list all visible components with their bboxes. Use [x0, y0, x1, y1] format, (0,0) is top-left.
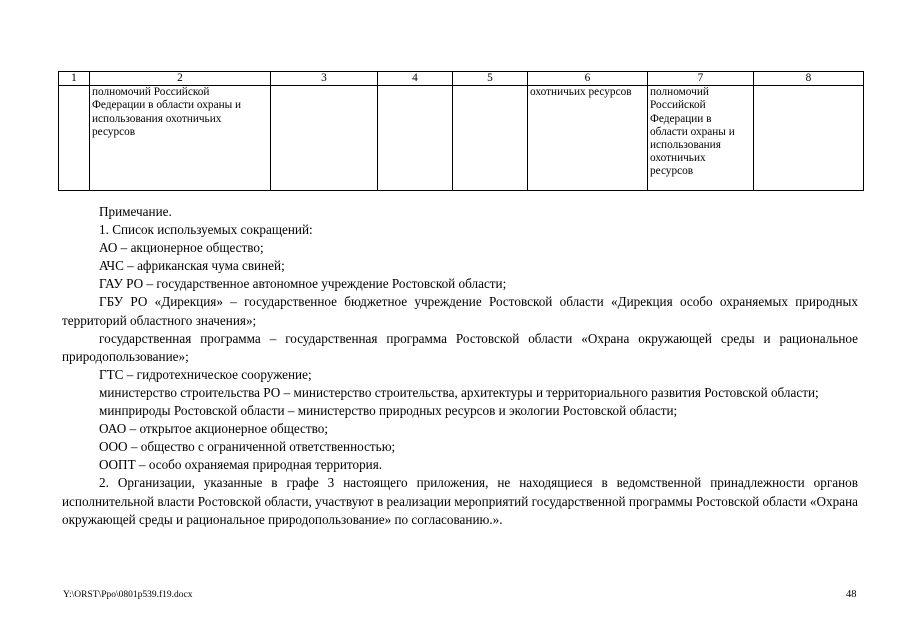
note-line: ООО – общество с ограниченной ответственностью; [99, 439, 396, 455]
column-header: 1 [59, 72, 90, 86]
column-header: 8 [754, 72, 864, 86]
document-table [58, 71, 864, 191]
table-cell [271, 86, 378, 191]
table-cell: полномочий Российской Федерации в области охраны и использования охотничьих ресурсов [90, 86, 271, 191]
note-line: ГБУ РО «Дирекция» – государственное бюджетное учреждение Ростовской области «Дирекция особо охраняемых природных территорий областного значения»; [62, 294, 858, 328]
footer-file-path: Y:\ORST\Ppo\0801p539.f19.docx [63, 590, 193, 600]
note-line: ГТС – гидротехническое сооружение; [99, 366, 312, 382]
note-line: ГАУ РО – государственное автономное учреждение Ростовской области; [99, 276, 507, 292]
note-line: 2. Организации, указанные в графе 3 настоящего приложения, не находящиеся в ведомственной принадлежности органов исполнительной власти Ростовской области, участвуют в реализации мероприятий государственной программы Ростовской области «Охрана окружающей среды и рациональное природопользование» по согласованию.». [62, 475, 858, 527]
table-cell: охотничьих ресурсов [528, 86, 648, 191]
note-heading: Примечание. [99, 204, 172, 219]
column-header: 3 [271, 72, 378, 86]
note-line: ОАО – открытое акционерное общество; [99, 421, 329, 437]
column-header: 5 [453, 72, 528, 86]
column-header: 2 [90, 72, 271, 86]
column-header: 4 [378, 72, 453, 86]
note-line: 1. Список используемых сокращений: [99, 222, 313, 238]
column-header: 6 [528, 72, 648, 86]
table-cell [378, 86, 453, 191]
note-line: министерство строительства РО – министерство строительства, архитектуры и территориального развития Ростовской области; [99, 384, 819, 400]
note-line: АО – акционерное общество; [99, 240, 264, 256]
note-line: государственная программа – государственная программа Ростовской области «Охрана окружающей среды и рациональное природопользование»; [62, 330, 858, 364]
table-header-row [59, 72, 864, 86]
table-cell [59, 86, 90, 191]
notes-section [62, 203, 858, 529]
table-row [59, 86, 864, 191]
column-header: 7 [648, 72, 754, 86]
page-number: 48 [846, 589, 857, 600]
table-cell [453, 86, 528, 191]
note-line: АЧС – африканская чума свиней; [99, 258, 285, 274]
table-cell: полномочий Российской Федерации в области охраны и использования охотничьих ресурсов [648, 86, 754, 191]
note-line: минприроды Ростовской области – министерство природных ресурсов и экологии Ростовской области; [99, 403, 678, 419]
table-cell [754, 86, 864, 191]
note-line: ООПТ – особо охраняемая природная территория. [99, 457, 383, 473]
